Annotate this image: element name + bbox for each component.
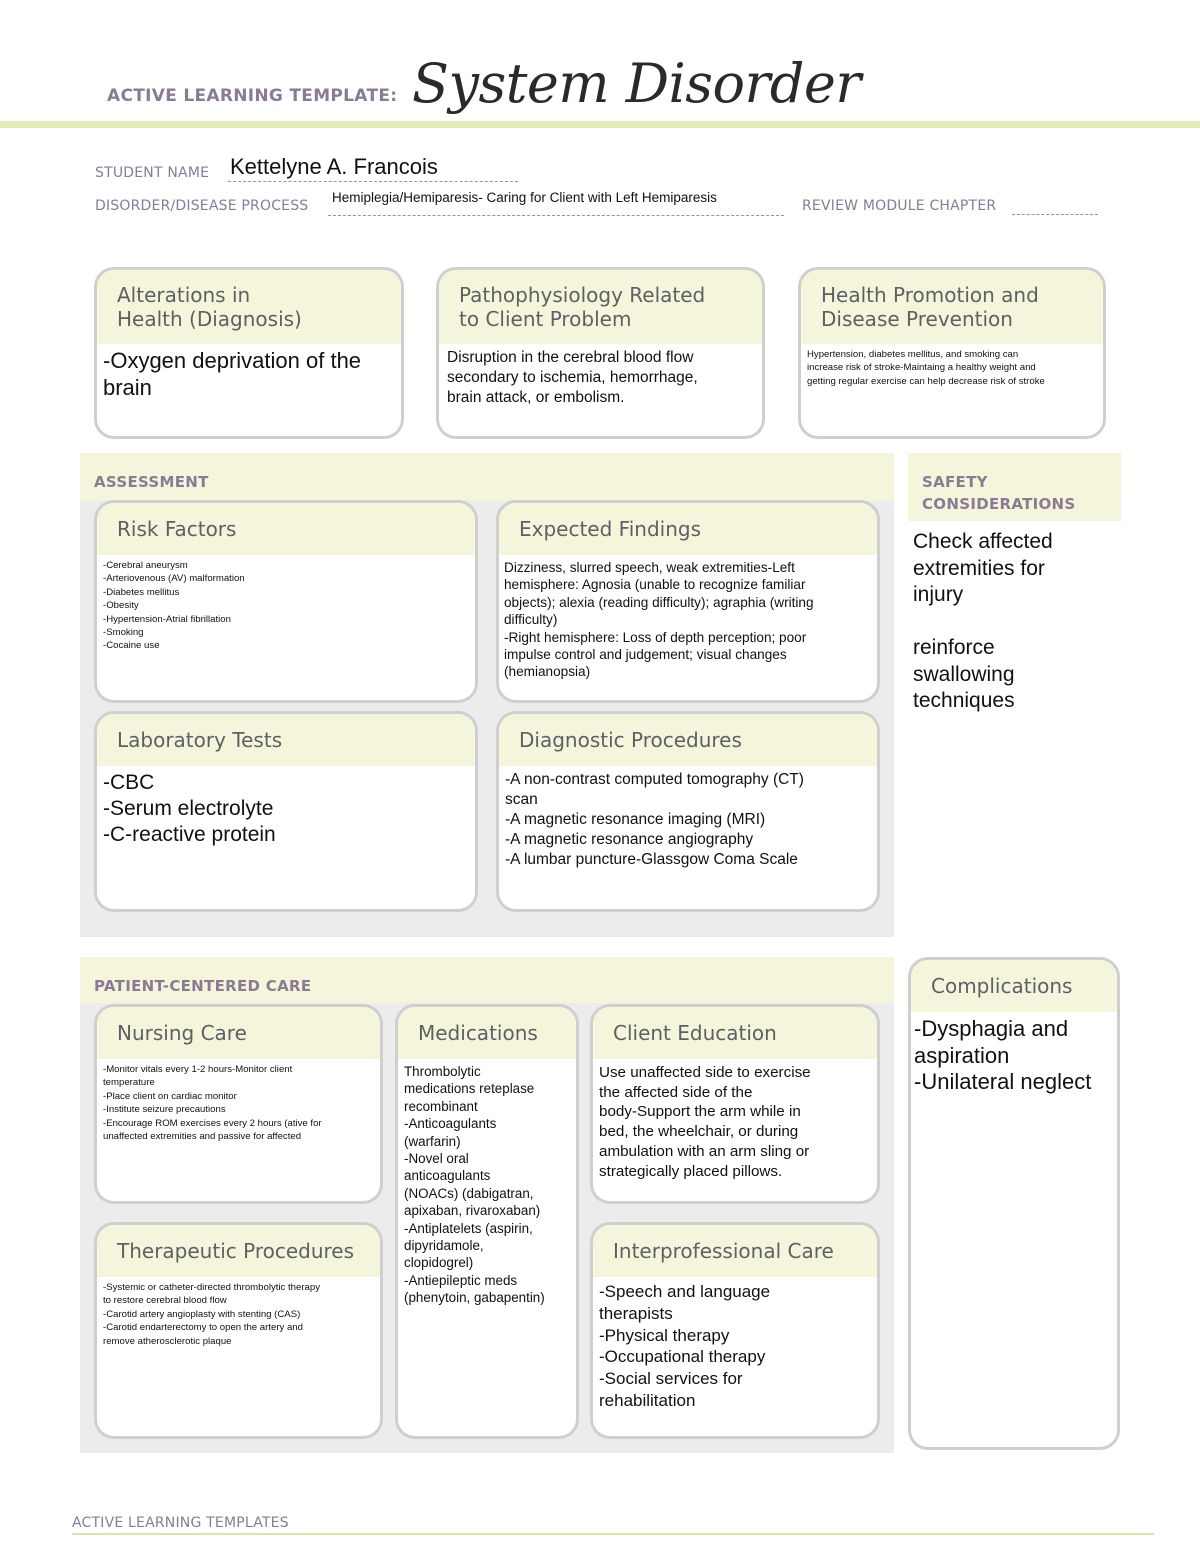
pathophysiology-title: Pathophysiology Related to Client Problem: [439, 270, 762, 344]
alterations-card: [94, 267, 404, 439]
assessment-label: ASSESSMENT: [94, 473, 209, 491]
safety-label: SAFETY CONSIDERATIONS: [922, 473, 1076, 513]
header-divider: [0, 121, 1200, 128]
risk-factors-title: Risk Factors: [97, 503, 475, 555]
interprofessional-care-body: -Speech and language therapists -Physical therapy -Occupational therapy -Social services for rehabilitation: [599, 1282, 771, 1410]
review-chapter-label: REVIEW MODULE CHAPTER: [802, 198, 997, 214]
disorder-field[interactable]: [328, 190, 784, 216]
template-label: ACTIVE LEARNING TEMPLATE:: [107, 86, 398, 106]
footer-divider: [72, 1533, 1154, 1535]
client-education-card: [590, 1004, 880, 1204]
alterations-title: Alterations in Health (Diagnosis): [97, 270, 401, 344]
nursing-care-title: Nursing Care: [97, 1007, 380, 1059]
pathophysiology-card: [436, 267, 765, 439]
therapeutic-procedures-card: [94, 1222, 383, 1439]
laboratory-tests-title: Laboratory Tests: [97, 714, 475, 766]
safety-body: Check affected extremities for injury reinforce swallowing techniques: [913, 530, 1053, 712]
expected-findings-card: [496, 500, 880, 703]
student-name-field[interactable]: [228, 154, 518, 182]
interprofessional-care-card: [590, 1222, 880, 1439]
complications-body: -Dysphagia and aspiration -Unilateral neglect: [914, 1016, 1092, 1094]
laboratory-tests-card: [94, 711, 478, 912]
nursing-care-card: [94, 1004, 383, 1204]
therapeutic-procedures-title: Therapeutic Procedures: [97, 1225, 380, 1277]
diagnostic-procedures-title: Diagnostic Procedures: [499, 714, 877, 766]
medications-card: [395, 1004, 579, 1439]
pathophysiology-body: Disruption in the cerebral blood flow secondary to ischemia, hemorrhage, brain attack, or embolism.: [447, 349, 698, 406]
complications-title: Complications: [911, 960, 1117, 1012]
diagnostic-procedures-card: [496, 711, 880, 912]
patient-centered-care-label: PATIENT-CENTERED CARE: [94, 977, 312, 995]
client-education-title: Client Education: [593, 1007, 877, 1059]
risk-factors-body: -Cerebral aneurysm -Arteriovenous (AV) malformation -Diabetes mellitus -Obesity -Hypertension-Atrial fibrillation -Smoking -Cocaine use: [103, 560, 245, 652]
laboratory-tests-body: -CBC -Serum electrolyte -C-reactive protein: [103, 771, 276, 846]
interprofessional-care-title: Interprofessional Care: [593, 1225, 877, 1277]
client-education-body: Use unaffected side to exercise the affected side of the body-Support the arm while in bed, the wheelchair, or during ambulation with an arm sling or strategically placed pillows.: [599, 1064, 811, 1180]
nursing-care-body: -Monitor vitals every 1-2 hours-Monitor client temperature -Place client on cardiac monitor -Institute seizure precautions -Encourage ROM exercises every 2 hours (ative for unaffected extremities and passive for affected: [103, 1064, 322, 1143]
health-promotion-title: Health Promotion and Disease Prevention: [801, 270, 1103, 344]
safety-panel: [908, 453, 1121, 953]
expected-findings-title: Expected Findings: [499, 503, 877, 555]
footer-label: ACTIVE LEARNING TEMPLATES: [72, 1515, 289, 1531]
therapeutic-procedures-body: -Systemic or catheter-directed thrombolytic therapy to restore cerebral blood flow -Carotid artery angioplasty with stenting (CAS) -Carotid endarterectomy to open the artery and remove atherosclerotic plaque: [103, 1282, 321, 1347]
health-promotion-body: Hypertension, diabetes mellitus, and smoking can increase risk of stroke-Maintaing a healthy weight and getting regular exercise can help decrease risk of stroke: [807, 349, 1045, 387]
student-name-value: Kettelyne A. Francois: [230, 154, 438, 179]
review-chapter-field[interactable]: [1012, 196, 1098, 215]
expected-findings-body: Dizziness, slurred speech, weak extremities-Left hemisphere: Agnosia (unable to recognize familiar objects); alexia (reading difficulty); agraphia (writing difficulty) -Right hemisphere: Loss of depth perception; poor impulse control and judgement; visual changes (hemianopsia): [504, 560, 814, 680]
medications-title: Medications: [398, 1007, 576, 1059]
complications-card: [908, 957, 1120, 1450]
disorder-value: Hemiplegia/Hemiparesis- Caring for Client with Left Hemiparesis: [332, 190, 717, 205]
health-promotion-card: [798, 267, 1106, 439]
alterations-body: -Oxygen deprivation of the brain: [103, 348, 362, 400]
risk-factors-card: [94, 500, 478, 703]
medications-body: Thrombolytic medications reteplase recombinant -Anticoagulants (warfarin) -Novel oral anticoagulants (NOACs) (dabigatran, apixaban, rivaroxaban) -Antiplatelets (aspirin, dipyridamole, clopidogrel) -Antiepileptic meds (phenytoin, gabapentin): [404, 1064, 545, 1306]
student-name-label: STUDENT NAME: [95, 165, 210, 181]
disorder-label: DISORDER/DISEASE PROCESS: [95, 198, 309, 214]
page-title: System Disorder: [412, 52, 861, 115]
diagnostic-procedures-body: -A non-contrast computed tomography (CT) scan -A magnetic resonance imaging (MRI) -A magnetic resonance angiography -A lumbar puncture-Glassgow Coma Scale: [505, 771, 804, 868]
